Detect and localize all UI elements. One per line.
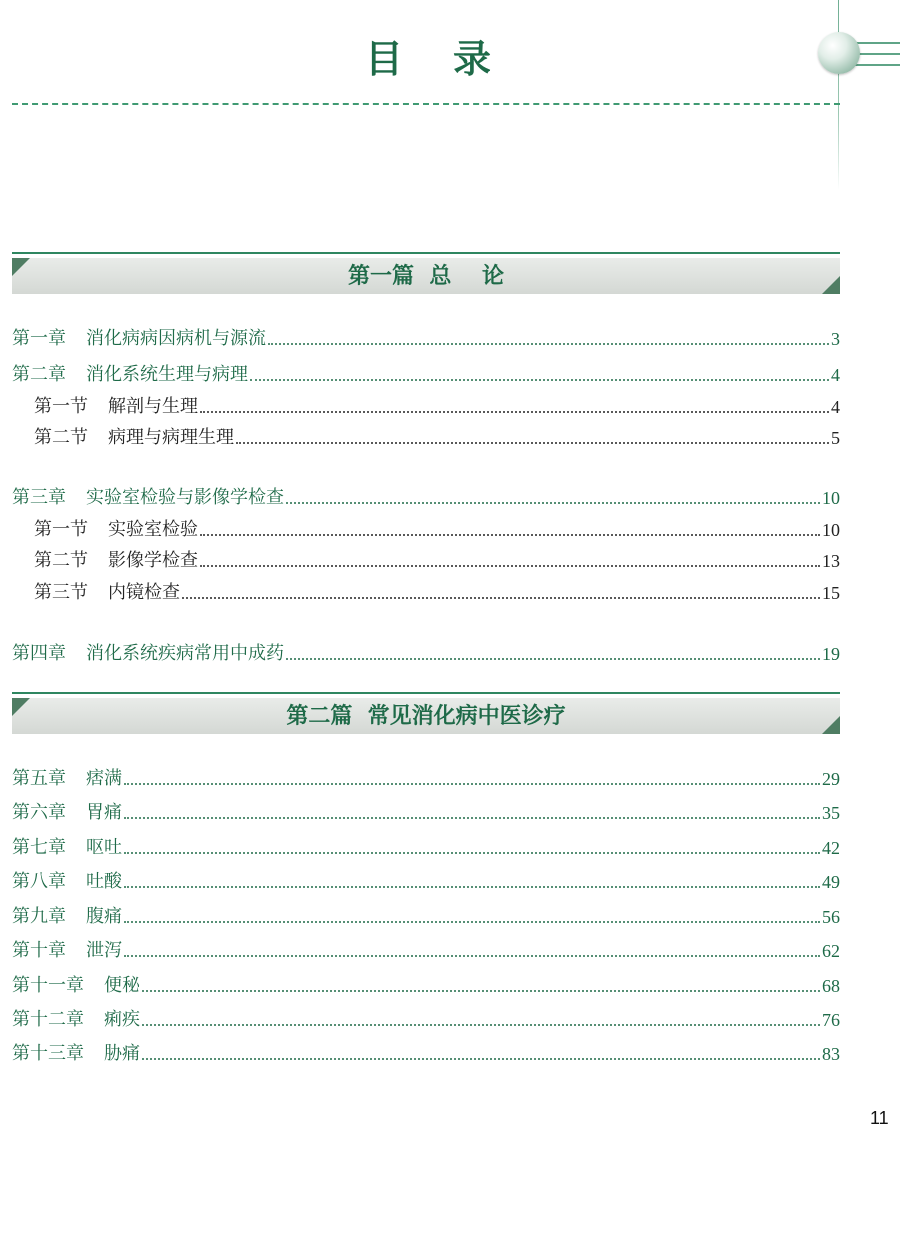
entry-page: 13 (822, 551, 840, 571)
part-title: 第二篇 常见消化病中医诊疗 (286, 703, 566, 729)
entry-title: 便秘 (104, 975, 140, 996)
entry-title: 胃痛 (86, 802, 122, 823)
entry-page: 5 (831, 428, 840, 448)
entry-page: 10 (822, 520, 840, 540)
entry-number: 第九章 (12, 906, 66, 927)
entry-title: 实验室检验 (108, 519, 198, 540)
entry-title: 泄泻 (86, 940, 122, 961)
entry-number: 第二节 (34, 550, 88, 571)
entry-title: 影像学检查 (108, 550, 198, 571)
entry-title: 胁痛 (104, 1043, 140, 1064)
entry-page: 49 (822, 872, 840, 892)
toc-entry-chapter[interactable] (12, 800, 840, 826)
dot-leader (200, 534, 820, 536)
entry-page: 4 (831, 397, 840, 417)
toc-entry-section[interactable] (12, 517, 840, 543)
entry-number: 第二章 (12, 364, 66, 385)
entry-number: 第十三章 (12, 1043, 84, 1064)
entry-number: 第八章 (12, 871, 66, 892)
toc-entry-chapter[interactable] (12, 835, 840, 861)
toc-entry-chapter[interactable] (12, 641, 840, 667)
entry-page: 35 (822, 803, 840, 823)
entry-number: 第六章 (12, 802, 66, 823)
dot-leader (200, 565, 820, 567)
dot-leader (124, 955, 820, 957)
entry-number: 第七章 (12, 837, 66, 858)
toc-entry-section[interactable] (12, 548, 840, 574)
entry-page: 83 (822, 1044, 840, 1064)
entry-title: 消化病病因病机与源流 (86, 328, 266, 349)
entry-number: 第五章 (12, 768, 66, 789)
toc-entry-chapter[interactable] (12, 904, 840, 930)
entry-page: 62 (822, 941, 840, 961)
entry-title: 消化系统生理与病理 (86, 364, 248, 385)
dot-leader (124, 817, 820, 819)
dot-leader (142, 1024, 820, 1026)
entry-page: 3 (831, 329, 840, 349)
entry-title: 解剖与生理 (108, 396, 198, 417)
entry-number: 第三节 (34, 582, 88, 603)
toc-entry-chapter[interactable] (12, 485, 840, 511)
entry-title: 吐酸 (86, 871, 122, 892)
entry-title: 腹痛 (86, 906, 122, 927)
dot-leader (250, 379, 829, 381)
dot-leader (182, 597, 820, 599)
page-number: 11 (870, 1108, 889, 1128)
toc-entry-chapter[interactable] (12, 326, 840, 352)
entry-page: 29 (822, 769, 840, 789)
entry-page: 68 (822, 976, 840, 996)
entry-number: 第一节 (34, 519, 88, 540)
toc-entry-chapter[interactable] (12, 973, 840, 999)
toc-entry-chapter[interactable] (12, 1041, 840, 1067)
entry-number: 第二节 (34, 427, 88, 448)
entry-page: 10 (822, 488, 840, 508)
entry-number: 第三章 (12, 487, 66, 508)
entry-title: 痞满 (86, 768, 122, 789)
toc-entry-chapter[interactable] (12, 938, 840, 964)
entry-number: 第十章 (12, 940, 66, 961)
entry-title: 消化系统疾病常用中成药 (86, 643, 284, 664)
entry-page: 19 (822, 644, 840, 664)
part-banner-1 (12, 252, 840, 296)
entry-page: 42 (822, 838, 840, 858)
entry-title: 内镜检查 (108, 582, 180, 603)
toc-entry-chapter[interactable] (12, 1007, 840, 1033)
dot-leader (124, 921, 820, 923)
dot-leader (142, 990, 820, 992)
dot-leader (124, 852, 820, 854)
entry-title: 呕吐 (86, 837, 122, 858)
dot-leader (142, 1058, 820, 1060)
entry-title: 病理与病理生理 (108, 427, 234, 448)
entry-page: 76 (822, 1010, 840, 1030)
entry-number: 第十一章 (12, 975, 84, 996)
dot-leader (236, 442, 829, 444)
entry-number: 第四章 (12, 643, 66, 664)
dot-leader (200, 411, 829, 413)
page-title: 目录 (364, 37, 541, 81)
toc-entry-chapter[interactable] (12, 766, 840, 792)
entry-page: 4 (831, 365, 840, 385)
entry-page: 15 (822, 583, 840, 603)
toc-entry-section[interactable] (12, 425, 840, 451)
entry-number: 第一节 (34, 396, 88, 417)
toc-entry-chapter[interactable] (12, 869, 840, 895)
toc-entry-chapter[interactable] (12, 362, 840, 388)
entry-title: 痢疾 (104, 1009, 140, 1030)
dot-leader (124, 886, 820, 888)
toc-entry-section[interactable] (12, 580, 840, 606)
entry-page: 56 (822, 907, 840, 927)
dot-leader (268, 343, 829, 345)
dot-leader (124, 783, 820, 785)
part-banner-2 (12, 692, 840, 736)
entry-title: 实验室检验与影像学检查 (86, 487, 284, 508)
title-divider (12, 103, 840, 105)
part-title: 第一篇 总 论 (348, 263, 504, 289)
entry-number: 第一章 (12, 328, 66, 349)
entry-number: 第十二章 (12, 1009, 84, 1030)
dot-leader (286, 658, 820, 660)
dot-leader (286, 502, 820, 504)
toc-entry-section[interactable] (12, 394, 840, 420)
